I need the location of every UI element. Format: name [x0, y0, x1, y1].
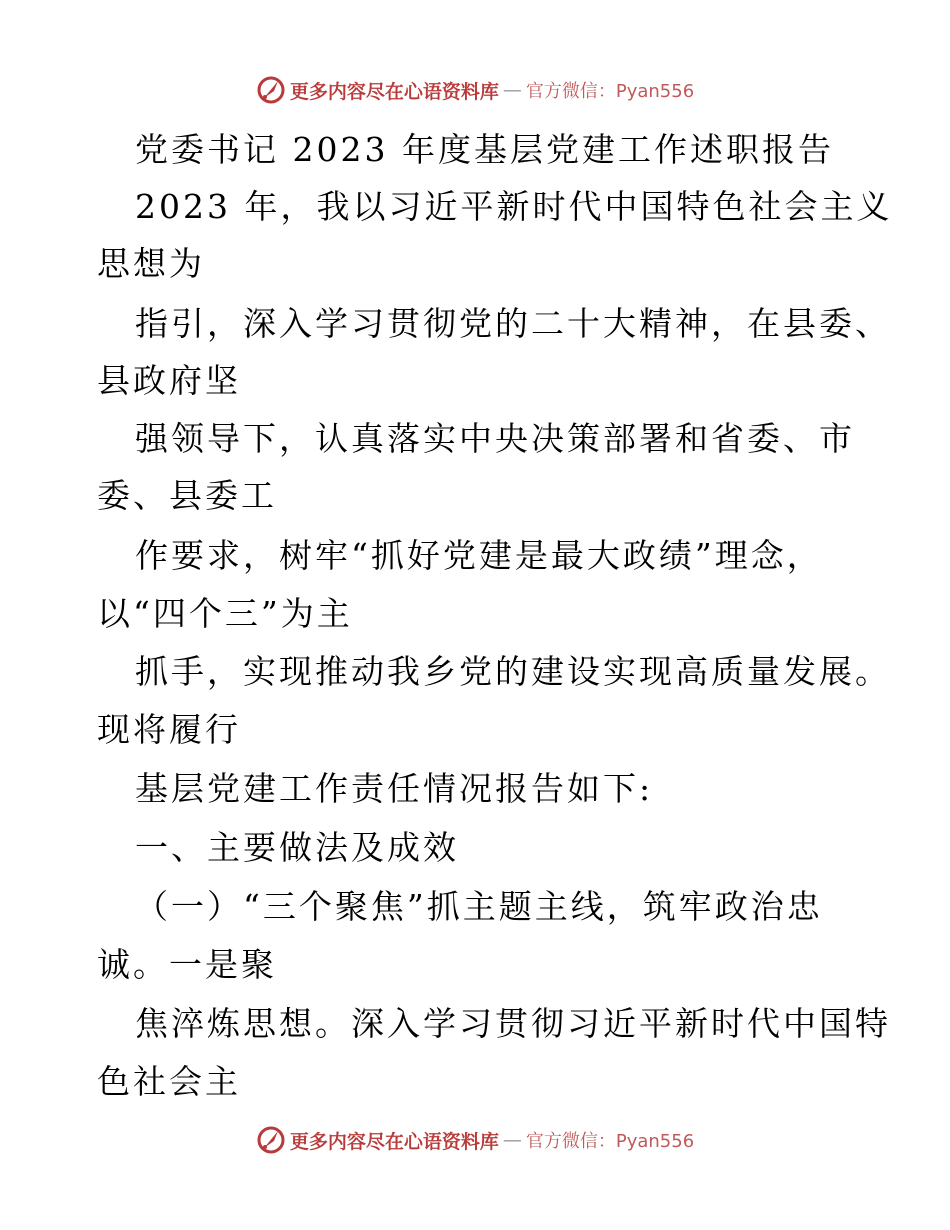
doc-line: 指引，深入学习贯彻党的二十大精神，在县委、 — [135, 304, 891, 343]
doc-line: 思想为 — [97, 244, 205, 283]
footer-brand-text: 更多内容尽在心语资料库 — [289, 1130, 499, 1153]
doc-line: 以“四个三”为主 — [97, 594, 353, 633]
header-dash: — — [502, 79, 522, 101]
doc-line: 焦淬炼思想。深入学习贯彻习近平新时代中国特 — [135, 1004, 891, 1043]
page-footer — [0, 1120, 950, 1160]
footer-dash: — — [502, 1129, 522, 1151]
footer-brand — [256, 1125, 694, 1155]
doc-line: 诚。一是聚 — [97, 945, 277, 984]
quill-logo-icon — [256, 75, 286, 105]
footer-wechat: 官方微信：Pyan556 — [525, 1131, 695, 1152]
doc-line: 现将履行 — [97, 710, 241, 749]
doc-line: 基层党建工作责任情况报告如下: — [135, 769, 654, 808]
quill-logo-icon — [256, 1125, 286, 1155]
header-wechat: 官方微信：Pyan556 — [525, 81, 695, 102]
doc-line: 2023 年，我以习近平新时代中国特色社会主义 — [135, 187, 893, 226]
doc-line: 作要求，树牢“抓好党建是最大政绩”理念， — [135, 536, 823, 575]
header-brand — [256, 75, 694, 105]
header-brand-text: 更多内容尽在心语资料库 — [289, 80, 499, 103]
doc-line: 抓手，实现推动我乡党的建设实现高质量发展。 — [135, 652, 891, 691]
page-header — [0, 70, 950, 110]
section-heading: 一、主要做法及成效 — [135, 828, 459, 867]
subsection-heading: （一）“三个聚焦”抓主题主线，筑牢政治忠 — [135, 887, 823, 926]
doc-line: 委、县委工 — [97, 476, 277, 515]
doc-line: 强领导下，认真落实中央决策部署和省委、市 — [135, 419, 855, 458]
doc-title: 党委书记 2023 年度基层党建工作述职报告 — [135, 130, 834, 169]
doc-line: 色社会主 — [97, 1062, 241, 1101]
doc-line: 县政府坚 — [97, 361, 241, 400]
